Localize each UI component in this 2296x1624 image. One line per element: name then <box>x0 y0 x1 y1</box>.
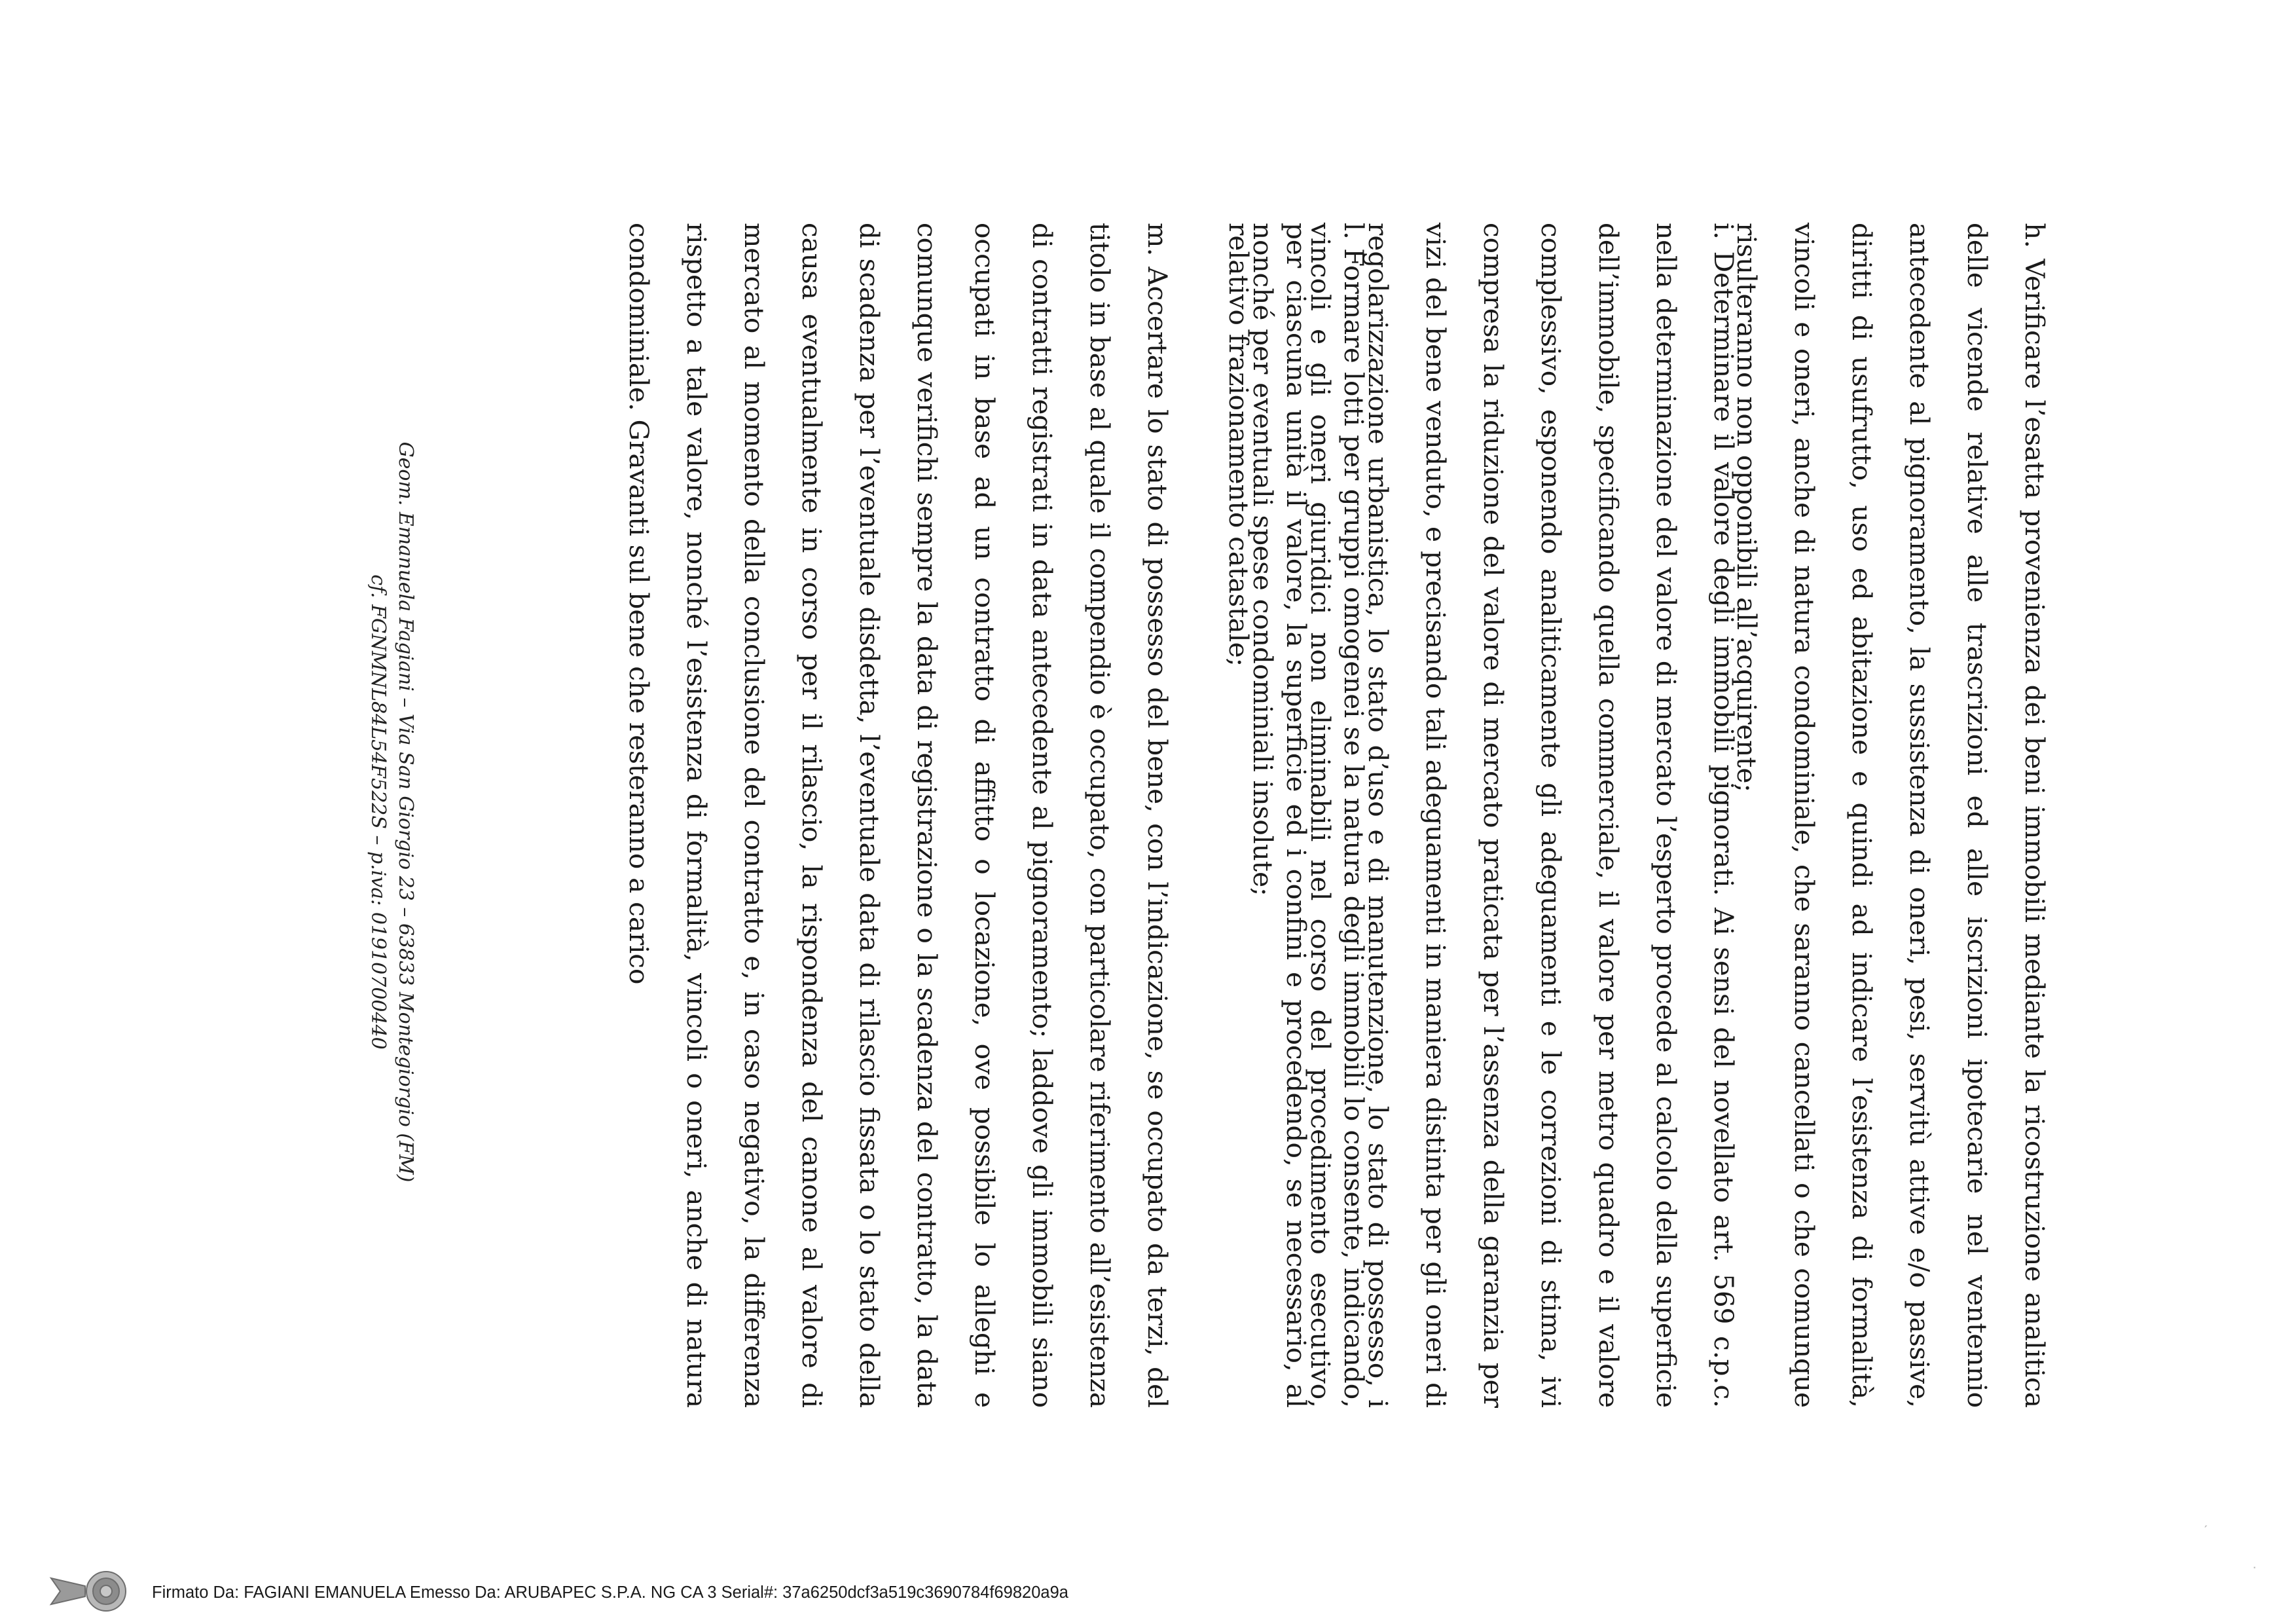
paragraph-h: h. Verificare l’esatta provenienza dei beni immobili mediante la ricostruzione analitica delle vicende relative alle trascrizioni ed alle iscrizioni ipotecarie nel ventennio antecedente al pignoramento, la sussistenza di oneri, pesi, servitù attive e/o passive, diritti di usufrutto, uso ed abitazione e quindi ad indicare l’esistenza di formalità, vincoli e oneri, anche di natura condominiale, che saranno cancellati o che comunque risulteranno non opponibili all’acquirente; <box>1731 223 2050 1408</box>
footer-tax-codes: cf. FGNMNL84L54F522S – p.iva: 01910700440 <box>367 574 390 1050</box>
scan-mark: ˏ <box>2203 1511 2208 1528</box>
paragraph-l: l. Formare lotti per gruppi omogenei se la natura degli immobili lo consente, indicando, per ciascuna unità il valore, la superficie ed i confini e procedendo, se necessario, al relativo frazionamento catastale; <box>1223 223 1370 1408</box>
scan-mark: · <box>2252 1559 2257 1575</box>
signature-text: Firmato Da: FAGIANI EMANUELA Emesso Da: ARUBAPEC S.P.A. NG CA 3 Serial#: 37a6250dcf3a519c3690784f69820a9a <box>152 1583 1068 1602</box>
footer-address: Geom. Emanuela Fagiani – Via San Giorgio 23 – 63833 Montegiorgio (FM) <box>394 441 417 1183</box>
paragraph-i: i. Determinare il valore degli immobili pignorati. Ai sensi del novellato art. 569 c.p.c. nella determinazione del valore di mercato l’esperto procede al calcolo della superficie dell’immobile, specificando quella commerciale, il valore per metro quadro e il valore complessivo, esponendo analiticamente gli adeguamenti e le correzioni di stima, ivi compresa la riduzione del valore di mercato praticata per l’assenza della garanzia per vizi del bene venduto, e precisando tali adeguamenti in maniera distinta per gli oneri di regolarizzazione urbanistica, lo stato d’uso e di manutenzione, lo stato di possesso, i vincoli e gli oneri giuridici non eliminabili nel corso del procedimento esecutivo, nonché per eventuali spese condominiali insolute; <box>1247 223 1740 1408</box>
paragraph-l-block <box>1210 223 1383 1408</box>
signature-seal-icon <box>46 1559 137 1624</box>
digital-signature-strip <box>0 1559 2296 1624</box>
paragraph-m-block <box>610 223 1186 1408</box>
paragraph-h-block <box>1718 223 2064 1408</box>
paragraph-m: m. Accertare lo stato di possesso del bene, con l’indicazione, se occupato da terzi, del titolo in base al quale il compendio è occupato, con particolare riferimento all’esistenza di contratti registrati in data antecedente al pignoramento; laddove gli immobili siano occupati in base ad un contratto di affitto o locazione, ove possibile lo alleghi e comunque verifichi sempre la data di registrazione o la scadenza del contratto, la data di scadenza per l’eventuale disdetta, l’eventuale data di rilascio fissata o lo stato della causa eventualmente in corso per il rilascio, la rispondenza del canone al valore di mercato al momento della conclusione del contratto e, in caso negativo, la differenza rispetto a tale valore, nonché l’esistenza di formalità, vincoli o oneri, anche di natura condominiale. Gravanti sul bene che resteranno a carico <box>623 223 1173 1408</box>
